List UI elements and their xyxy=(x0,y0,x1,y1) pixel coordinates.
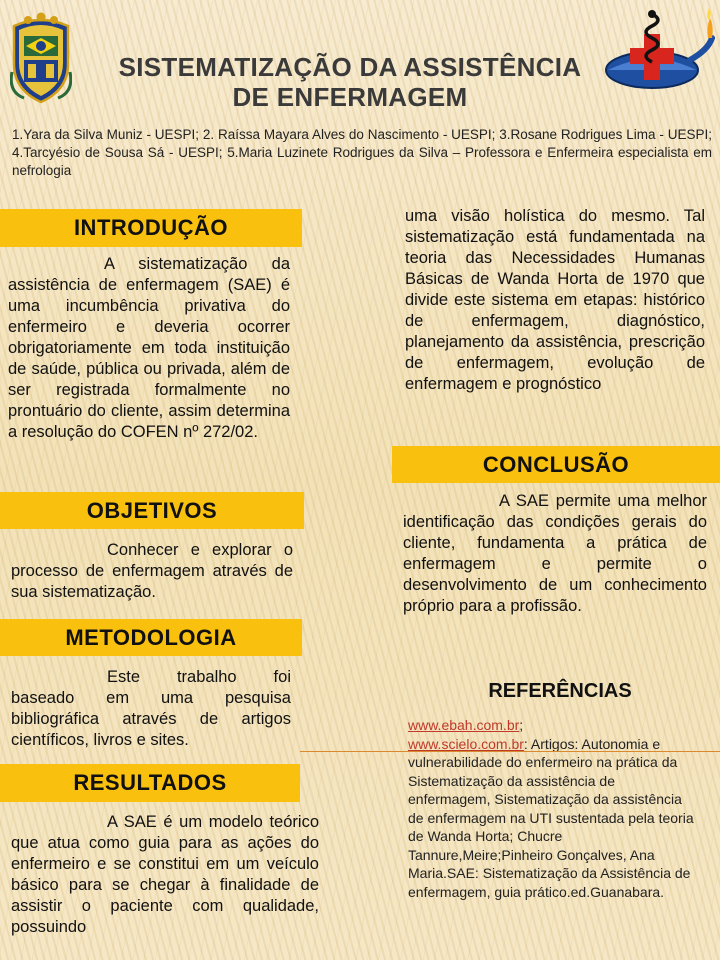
title-line-2: DE ENFERMAGEM xyxy=(232,82,468,112)
ref-text: : Artigos: Autonomia e vulnerabilidade do enfermeiro na prática da Sistematização da assistência de enfermagem, Sistematização da assistência de enfermagem na UTI sustentada pela teoria de Wanda Horta; Chucre Tannure,Meire;Pinheiro Gonçalves, Ana Maria.SAE: Sistematização da Assistência de enfermagem, guia prático.ed.Guanabara. xyxy=(408,735,694,900)
resultados-continuation: uma visão holística do mesmo. Tal sistematização está fundamentada na teoria das Necessidades Humanas Básicas de Wanda Horta de 1970 que divide este sistema em etapas: histórico de enfermagem, diagnóstico, planejamento da assistência, prescrição de enfermagem, evolução de enfermagem e prognóstico xyxy=(405,207,705,393)
resultados-text xyxy=(11,812,319,938)
resultados-heading xyxy=(0,764,300,802)
introducao-text-body: A sistematização da assistência de enfermagem (SAE) é uma incumbência privativa do enfermeiro e deveria ocorrer obrigatoriamente em toda instituição de saúde, pública ou privada, além de ser registrada formalmente no prontuário do cliente, assim determina a resolução do COFEN nº 272/02. xyxy=(8,255,290,441)
resultados-text-body: A SAE é um modelo teórico que atua como guia para as ações do enfermeiro e se constitui em um veículo básico para se chegar à finalidade de assistir o paciente com qualidade, possuindo xyxy=(11,813,319,936)
objetivos-text-body: Conhecer e explorar o processo de enfermagem através de sua sistematização. xyxy=(11,541,293,601)
objetivos-text xyxy=(11,540,293,603)
metodologia-heading-label: METODOLOGIA xyxy=(65,624,237,650)
objetivos-heading xyxy=(0,492,304,529)
ref-separator: ; xyxy=(519,717,524,733)
university-crest-icon xyxy=(10,12,72,104)
objetivos-heading-label: OBJETIVOS xyxy=(86,497,218,523)
metodologia-heading xyxy=(0,619,302,656)
conclusao-text xyxy=(403,491,707,617)
introducao-text xyxy=(8,254,290,443)
ref-link-scielo[interactable]: www.scielo.com.br xyxy=(408,735,524,752)
authors: 1.Yara da Silva Muniz - UESPI; 2. Raíssa Mayara Alves do Nascimento - UESPI; 3.Rosane Rodrigues Lima - UESPI; 4.Tarcyésio de Sousa Sá - UESPI; 5.Maria Luzinete Rodrigues da Silva – Professora e Enfermeira especialista em nefrologia xyxy=(12,127,712,178)
conclusao-heading-label: CONCLUSÃO xyxy=(482,451,630,477)
page-title xyxy=(70,52,630,112)
metodologia-text-body: Este trabalho foi baseado em uma pesquisa bibliográfica através de artigos científicos, livros e sites. xyxy=(11,668,291,749)
title-line-1: SISTEMATIZAÇÃO DA ASSISTÊNCIA xyxy=(118,52,582,82)
divider-line xyxy=(300,751,720,752)
conclusao-text-body: A SAE permite uma melhor identificação das condições gerais do cliente, fundamenta a prática de enfermagem e permite o desenvolvimento de um conhecimento próprio para a profissão. xyxy=(403,492,707,615)
referencias-list xyxy=(408,716,698,901)
ref-link-ebah[interactable]: www.ebah.com.br xyxy=(408,717,520,733)
referencias-heading: REFERÊNCIAS xyxy=(488,680,632,702)
metodologia-text xyxy=(11,667,291,751)
resultados-heading-label: RESULTADOS xyxy=(73,770,227,795)
introducao-heading xyxy=(0,209,302,247)
introducao-heading-label: INTRODUÇÃO xyxy=(73,215,229,240)
conclusao-heading xyxy=(392,446,720,483)
